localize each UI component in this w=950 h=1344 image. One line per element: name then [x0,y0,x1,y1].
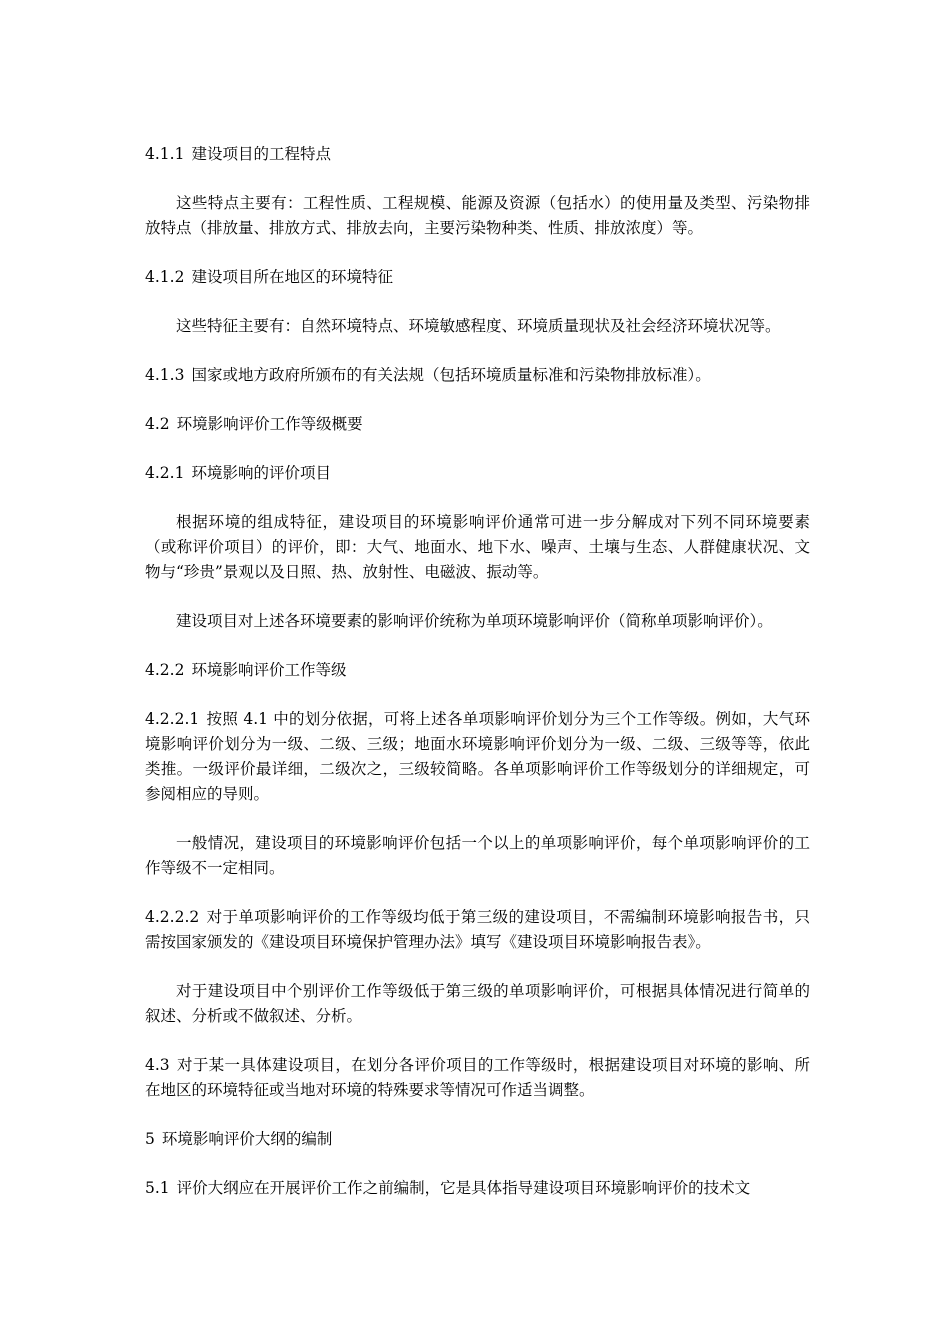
section-number: 4.1.1 [145,145,185,163]
section-heading-4-2-1 [145,461,810,486]
clause-number: 4.2.2.2 [145,908,200,926]
clause-number: 5.1 [145,1179,170,1197]
section-title: 国家或地方政府所颁布的有关法规（包括环境质量标准和污染物排放标准）。 [191,366,711,384]
paragraph: 这些特点主要有：工程性质、工程规模、能源及资源（包括水）的使用量及类型、污染物排放特点（排放量、排放方式、排放去向，主要污染物种类、性质、排放浓度）等。 [145,194,810,237]
paragraph: 对于建设项目中个别评价工作等级低于第三级的单项影响评价，可根据具体情况进行简单的叙述、分析或不做叙述、分析。 [145,982,810,1025]
section-title: 建设项目所在地区的环境特征 [191,268,393,286]
section-number: 4.2 [145,415,170,433]
section-title: 环境影响的评价项目 [191,464,331,482]
clause-text: 评价大纲应在开展评价工作之前编制，它是具体指导建设项目环境影响评价的技术文 [176,1179,751,1197]
section-number: 4.1.2 [145,268,185,286]
paragraph: 一般情况，建设项目的环境影响评价包括一个以上的单项影响评价，每个单项影响评价的工作等级不一定相同。 [145,834,810,877]
section-number: 5 [145,1130,155,1148]
document-body [145,142,810,1225]
section-title: 建设项目的工程特点 [191,145,331,163]
section-heading-4-2-2 [145,658,810,683]
clause-5-1 [145,1176,810,1201]
paragraph: 根据环境的组成特征，建设项目的环境影响评价通常可进一步分解成对下列不同环境要素（或称评价项目）的评价，即：大气、地面水、地下水、噪声、土壤与生态、人群健康状况、文物与“珍贵”景观以及日照、热、放射性、电磁波、振动等。 [145,513,810,581]
section-heading-4-1-2 [145,265,810,290]
section-heading-5 [145,1127,810,1152]
section-heading-4-2 [145,412,810,437]
section-heading-4-1-1 [145,142,810,167]
section-title: 环境影响评价工作等级概要 [176,415,363,433]
section-heading-4-1-3 [145,363,810,388]
clause-text: 对于单项影响评价的工作等级均低于第三级的建设项目，不需编制环境影响报告书，只需按国家颁发的《建设项目环境保护管理办法》填写《建设项目环境影响报告表》。 [145,908,810,951]
clause-number: 4.2.2.1 [145,710,200,728]
clause-4-2-2-2 [145,905,810,955]
clause-4-3 [145,1053,810,1103]
section-title: 环境影响评价工作等级 [191,661,347,679]
clause-text: 对于某一具体建设项目，在划分各评价项目的工作等级时，根据建设项目对环境的影响、所在地区的环境特征或当地对环境的特殊要求等情况可作适当调整。 [145,1056,810,1099]
clause-text: 按照 4.1 中的划分依据，可将上述各单项影响评价划分为三个工作等级。例如，大气环境影响评价划分为一级、二级、三级；地面水环境影响评价划分为一级、二级、三级等等，依此类推。一级评价最详细，二级次之，三级较简略。各单项影响评价工作等级划分的详细规定，可参阅相应的导则。 [145,710,810,803]
section-number: 4.2.2 [145,661,185,679]
section-number: 4.2.1 [145,464,185,482]
clause-number: 4.3 [145,1056,170,1074]
paragraph: 这些特征主要有：自然环境特点、环境敏感程度、环境质量现状及社会经济环境状况等。 [176,317,781,335]
section-number: 4.1.3 [145,366,185,384]
clause-4-2-2-1 [145,707,810,807]
paragraph: 建设项目对上述各环境要素的影响评价统称为单项环境影响评价（简称单项影响评价）。 [176,612,773,630]
section-title: 环境影响评价大纲的编制 [161,1130,333,1148]
